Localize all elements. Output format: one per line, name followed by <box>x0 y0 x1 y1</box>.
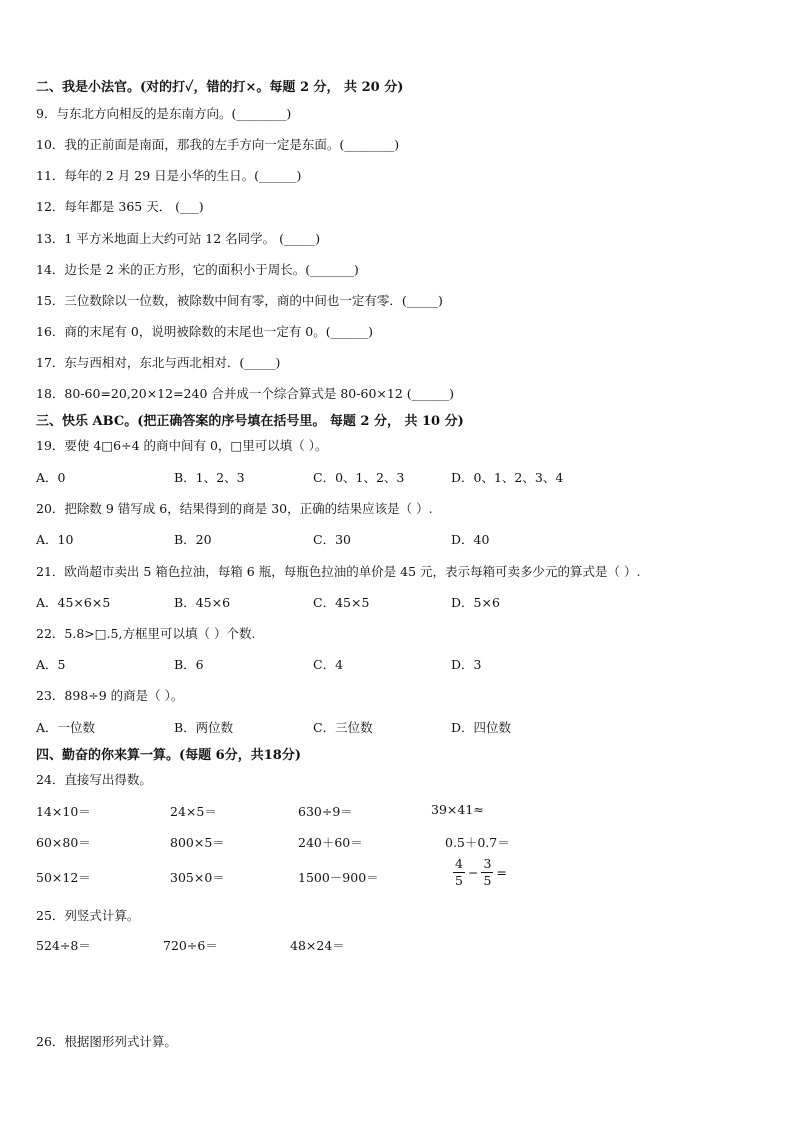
section-2-heading: 二、我是小法官。(对的打✓，错的打×。每题 2 分， 共 20 分) <box>36 80 404 95</box>
option-b: B．两位数 <box>174 720 234 735</box>
tf-question-9: 9．与东北方向相反的是东南方向。(________) <box>36 106 292 121</box>
mc-question-21: 21．欧尚超市卖出 5 箱色拉油，每箱 6 瓶，每瓶色拉油的单价是 45 元，表示每箱可卖多少元的算式是（ ）. <box>36 564 641 579</box>
vertical-calc-item: 48×24＝ <box>290 938 345 953</box>
calc-item: 240＋60＝ <box>298 835 363 850</box>
calc-item: 50×12＝ <box>36 870 91 885</box>
vertical-calc-item: 524÷8＝ <box>36 938 91 953</box>
option-a: A．45×6×5 <box>36 595 111 610</box>
tf-question-14: 14．边长是 2 米的正方形，它的面积小于周长。(_______) <box>36 262 359 277</box>
tf-question-15: 15．三位数除以一位数，被除数中间有零，商的中间也一定有零．(_____) <box>36 293 443 308</box>
option-d: D．5×6 <box>451 595 500 610</box>
option-c: C．三位数 <box>313 720 373 735</box>
option-c: C．45×5 <box>313 595 370 610</box>
tf-question-17: 17．东与西相对，东北与西北相对．(_____) <box>36 355 281 370</box>
q24-title: 24．直接写出得数。 <box>36 772 152 787</box>
fraction-b-numerator: 3 <box>483 856 492 871</box>
mc-question-23: 23．898÷9 的商是（ ）。 <box>36 688 184 703</box>
option-a: A．5 <box>36 657 66 672</box>
mc-options-22 <box>36 655 766 675</box>
fraction-a-numerator: 4 <box>455 856 463 871</box>
option-c: C．4 <box>313 657 344 672</box>
calc-row-2 <box>36 833 766 853</box>
section-3-heading: 三、快乐 ABC。(把正确答案的序号填在括号里。 每题 2 分， 共 10 分) <box>36 414 464 429</box>
option-b: B．6 <box>174 657 204 672</box>
fraction-a <box>453 856 465 889</box>
calc-item: 1500－900＝ <box>298 870 379 885</box>
q25-title: 25．列竖式计算。 <box>36 908 140 923</box>
vertical-calc-row <box>36 936 766 956</box>
section-4-heading: 四、勤奋的你来算一算。(每题 6分，共18分) <box>36 748 301 763</box>
minus-sign: − <box>467 865 479 880</box>
mc-options-23 <box>36 718 766 738</box>
mc-question-20: 20．把除数 9 错写成 6，结果得到的商是 30，正确的结果应该是（ ）. <box>36 501 433 516</box>
option-a: A．0 <box>36 470 66 485</box>
mc-question-19: 19．要使 4□6÷4 的商中间有 0，□里可以填（ ）。 <box>36 438 328 453</box>
option-d: D．0、1、2、3、4 <box>451 470 564 485</box>
vertical-calc-item: 720÷6＝ <box>163 938 218 953</box>
q26-title: 26．根据图形列式计算。 <box>36 1034 177 1049</box>
tf-question-10: 10．我的正前面是南面，那我的左手方向一定是东面。(________) <box>36 137 400 152</box>
mc-question-22: 22．5.8>□.5,方框里可以填（ ）个数. <box>36 626 256 641</box>
calc-item: 14×10＝ <box>36 804 91 819</box>
tf-question-11: 11．每年的 2 月 29 日是小华的生日。(______) <box>36 168 302 183</box>
mc-options-21 <box>36 593 766 613</box>
calc-item: 800×5＝ <box>170 835 225 850</box>
calc-item: 0.5＋0.7＝ <box>445 835 510 850</box>
equals-sign: = <box>496 865 507 880</box>
calc-item: 24×5＝ <box>170 804 217 819</box>
option-b: B．1、2、3 <box>174 470 245 485</box>
calc-item: 630÷9＝ <box>298 804 353 819</box>
option-d: D．40 <box>451 532 490 547</box>
tf-question-13: 13．1 平方米地面上大约可站 12 名同学。 (_____) <box>36 231 321 246</box>
option-a: A．一位数 <box>36 720 96 735</box>
option-d: D．四位数 <box>451 720 512 735</box>
calc-item: 60×80＝ <box>36 835 91 850</box>
option-d: D．3 <box>451 657 482 672</box>
fraction-b <box>481 856 493 889</box>
fraction-b-denominator: 5 <box>483 873 492 888</box>
fraction-a-denominator: 5 <box>455 873 463 888</box>
fraction-expression <box>452 856 509 889</box>
option-c: C．30 <box>313 532 351 547</box>
tf-question-16: 16．商的末尾有 0，说明被除数的末尾也一定有 0。(______) <box>36 324 374 339</box>
option-b: B．45×6 <box>174 595 231 610</box>
mc-options-19 <box>36 468 766 488</box>
option-a: A．10 <box>36 532 74 547</box>
tf-question-12: 12．每年都是 365 天． (___) <box>36 199 204 214</box>
option-c: C．0、1、2、3 <box>313 470 405 485</box>
tf-question-18: 18．80-60=20,20×12=240 合并成一个综合算式是 80-60×12 (______) <box>36 386 454 401</box>
mc-options-20 <box>36 530 766 550</box>
option-b: B．20 <box>174 532 212 547</box>
calc-row-1 <box>36 802 766 822</box>
calc-item: 305×0＝ <box>170 870 225 885</box>
calc-row-3 <box>36 868 766 888</box>
calc-item: 39×41≈ <box>431 802 484 817</box>
